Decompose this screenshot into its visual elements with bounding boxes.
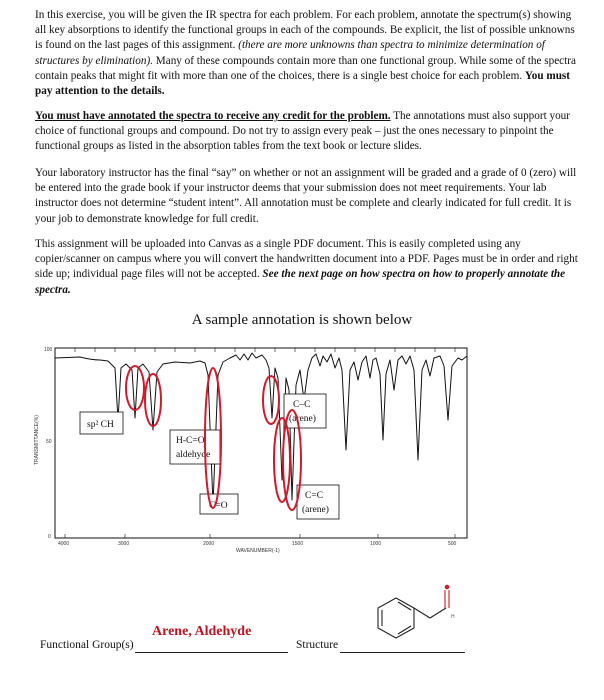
upload-paragraph [35, 237, 580, 298]
intro-bold-note: You must pay attention to the details. [35, 69, 570, 98]
annotation-cc-bot [297, 485, 339, 519]
intro-text-2: Many of these compounds contain more than one functional group. While some of the spectra contain peaks that might fit with more than one of the choices, there is a single best choice for each problem. [35, 54, 576, 82]
credit-underlined: You must have annotated the spectra to receive any credit for the problem. [35, 110, 391, 122]
annotation-hco [170, 430, 220, 464]
y-tick-100: 100 [44, 347, 53, 353]
benzene-inner-bonds [382, 602, 411, 634]
side-chain [414, 608, 446, 618]
annotation-hco-text-2: aldehyde [176, 450, 211, 460]
annotation-cc-top-text-1: C–C [293, 400, 311, 410]
intro-italic-note: (there are more unknowns than spectra to minimize determination of structures by elimination). [35, 39, 545, 67]
carbonyl-bond [445, 590, 449, 608]
grading-paragraph [35, 166, 580, 227]
oxygen-atom [445, 585, 450, 590]
y-tick-50: 50 [46, 439, 52, 445]
top-ticks [75, 348, 455, 352]
circle-aldehyde-peak [145, 374, 161, 426]
aldehyde-h-label: H [451, 614, 455, 620]
functional-groups-line [135, 652, 288, 653]
phenylacetaldehyde-structure [360, 578, 470, 648]
functional-groups-answer: Arene, Aldehyde [152, 624, 252, 639]
x-tick-3000: 3000 [118, 541, 130, 547]
x-axis-label: WAVENUMBER(-1) [236, 548, 280, 554]
annotation-cc-top-text-2: (arene) [289, 414, 316, 424]
annotation-cc-bot-text-1: C=C [305, 491, 324, 501]
y-axis-label: TRANSMITTANCE(%) [34, 415, 40, 465]
ir-spectrum [0, 330, 604, 560]
x-tick-1000: 1000 [370, 541, 382, 547]
annotation-sp2-ch [80, 412, 123, 434]
upload-bold-italic: See the next page on how spectra on how to properly annotate the spectra. [35, 268, 566, 296]
grading-text: Your laboratory instructor has the final “say” on whether or not an assignment will be graded and a grade of 0 (zero) will be entered into the grade book if your instructor deems that your submission does not meet requirements. Your lab instructor does not determine “student intent”. All annotation must be complete and clearly indicated for full credit. It is your job to demonstrate knowledge for full credit. [35, 167, 577, 225]
annotation-cc-bot-text-2: (arene) [302, 505, 329, 515]
x-tick-2000: 2000 [203, 541, 215, 547]
annotation-hco-text-1: H-C=O [176, 436, 205, 446]
annotation-co-text: C=O [209, 501, 228, 511]
x-tick-500: 500 [448, 541, 457, 547]
x-tick-4000: 4000 [58, 541, 70, 547]
circle-sp2-ch-peak [126, 366, 144, 410]
intro-paragraph [35, 8, 580, 99]
y-tick-0: 0 [48, 534, 51, 540]
functional-groups-label: Functional Group(s) [40, 639, 134, 651]
credit-text: The annotations must also support your choice of functional groups and compound. Do not try to assign every peak – just the ones necessary to pinpoint the functional groups as listed in the absorption tables from the text book or lecture slides. [35, 110, 570, 153]
upload-text: This assignment will be uploaded into Canvas as a single PDF document. This is easily completed using any copier/scanner on campus where you will convert the handwritten document into a PDF. Pages must be in order and right side up; individual page files will not be accepted. [35, 238, 578, 281]
structure-line [340, 652, 465, 653]
annotation-sp2-ch-text: sp² CH [87, 420, 114, 430]
credit-paragraph [35, 109, 580, 155]
annotation-co [200, 494, 238, 514]
intro-text: In this exercise, you will be given the IR spectra for each problem. For each problem, annotate the spectrum(s) showing all key absorptions to identify the functional groups in each of the compounds. Be explicit, the list of possible unknowns is found on the last pages of this assignment. [35, 9, 575, 52]
benzene-ring [378, 598, 414, 638]
structure-label: Structure [296, 639, 339, 651]
x-tick-1500: 1500 [292, 541, 304, 547]
spectrum-frame [55, 348, 467, 538]
bottom-ticks [65, 534, 455, 538]
sample-caption: A sample annotation is shown below [191, 312, 413, 328]
